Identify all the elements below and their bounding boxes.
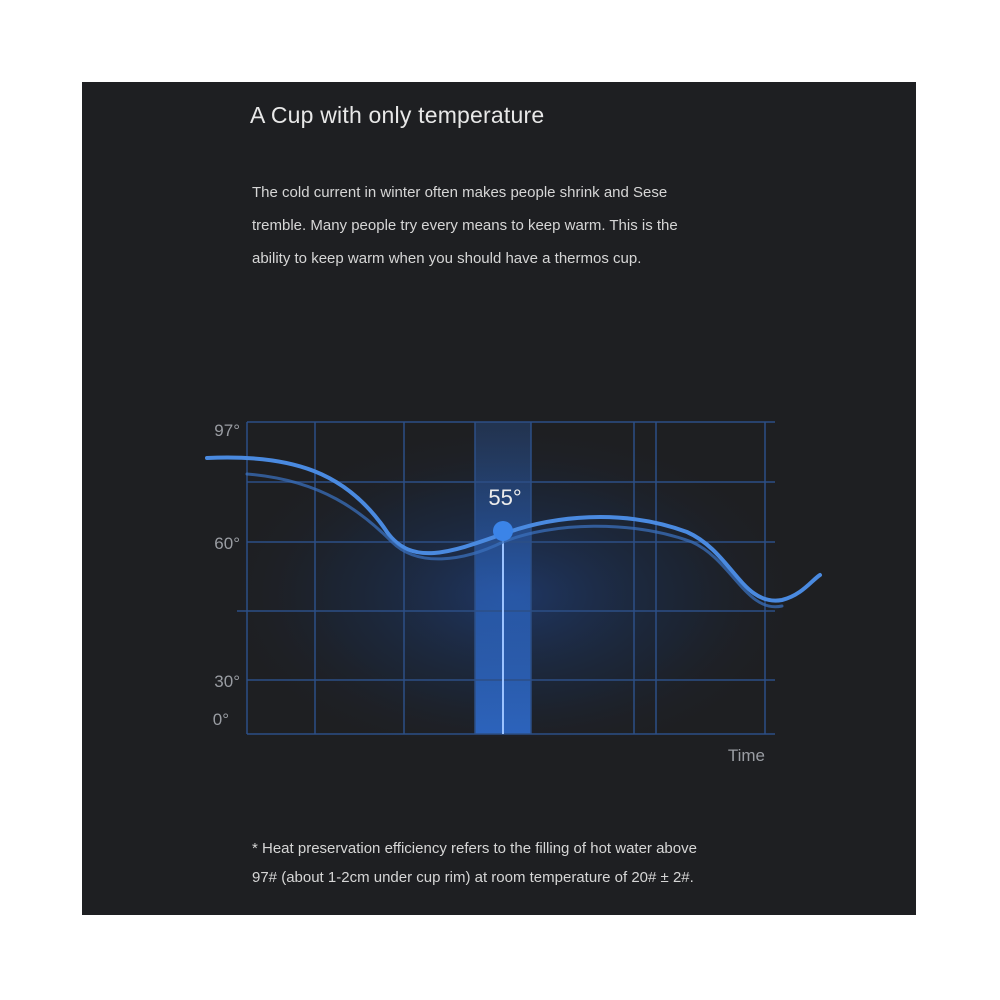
y-tick-label: 0° — [212, 710, 229, 729]
y-tick-label: 97° — [214, 421, 240, 440]
x-axis-label: Time — [727, 746, 765, 765]
product-info-panel — [82, 82, 916, 915]
highlight-value-label: 55° — [488, 485, 522, 510]
y-tick-label: 60° — [214, 534, 240, 553]
footnote-line: * Heat preservation efficiency refers to the filling of hot water above — [252, 840, 697, 857]
highlight-marker — [493, 521, 513, 541]
intro-line: tremble. Many people try every means to keep warm. This is the — [252, 217, 678, 234]
section-title: A Cup with only temperature — [250, 102, 545, 128]
footnote-line: 97# (about 1-2cm under cup rim) at room temperature of 20# ± 2#. — [252, 869, 694, 886]
footnote — [252, 834, 772, 892]
intro-line: ability to keep warm when you should have a thermos cup. — [252, 250, 642, 267]
y-tick-label: 30° — [214, 672, 240, 691]
intro-line: The cold current in winter often makes people shrink and Sese — [252, 184, 668, 201]
intro-paragraph — [252, 176, 752, 275]
temperature-chart — [82, 402, 916, 782]
